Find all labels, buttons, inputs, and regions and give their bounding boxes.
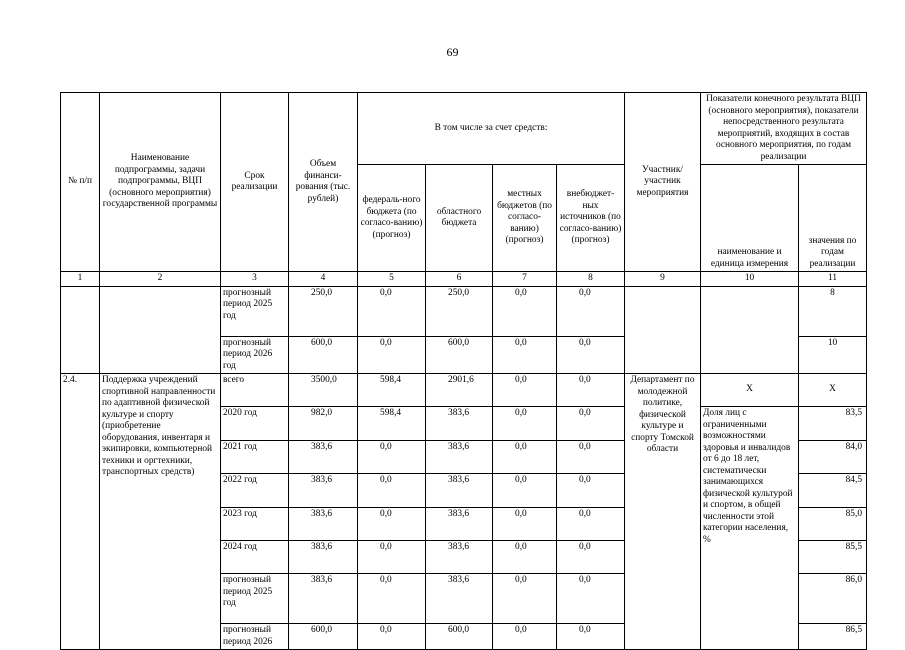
value-cell: 85,5 <box>799 541 867 574</box>
page-number: 69 <box>446 45 459 59</box>
regional-cell: 250,0 <box>426 286 493 336</box>
local-cell: 0,0 <box>493 624 557 650</box>
period-cell: прогнозный период 2025 год <box>221 574 289 624</box>
total-cell: 383,6 <box>289 541 358 574</box>
colnum: 2 <box>100 272 221 287</box>
colnum: 5 <box>358 272 426 287</box>
local-cell: 0,0 <box>493 508 557 541</box>
total-cell: 250,0 <box>289 286 358 336</box>
colnum: 6 <box>426 272 493 287</box>
period-cell: 2024 год <box>221 541 289 574</box>
colnum: 7 <box>493 272 557 287</box>
total-cell: 383,6 <box>289 474 358 508</box>
external-cell: 0,0 <box>557 336 625 374</box>
local-cell: 0,0 <box>493 441 557 474</box>
header-indicators: Показатели конечного результата ВЦП (основного мероприятия), показатели непосредственного результата мероприятий, входящих в состав основного мероприятия, по годам реализации <box>701 93 867 165</box>
header-num: № п/п <box>61 93 100 272</box>
total-cell: 383,6 <box>289 441 358 474</box>
external-cell: 0,0 <box>557 407 625 441</box>
regional-cell: 600,0 <box>426 624 493 650</box>
external-cell: 0,0 <box>557 286 625 336</box>
item-name: Поддержка учреждений спортивной направленности по адаптивной физической культуре и спорту (приобретение оборудования, инвентаря и экипировки, компьютерной техники и оргтехники, транспортных средств) <box>100 374 221 650</box>
value-cell: 86,5 <box>799 624 867 650</box>
header-federal: федераль-ного бюджета (по согласо-ванию) (прогноз) <box>358 165 426 272</box>
external-cell: 0,0 <box>557 441 625 474</box>
value-cell: 84,0 <box>799 441 867 474</box>
total-cell: 383,6 <box>289 574 358 624</box>
header-total: Объем финанси-рования (тыс. рублей) <box>289 93 358 272</box>
header-participant: Участник/ участник мероприятия <box>625 93 701 272</box>
total-cell: 383,6 <box>289 508 358 541</box>
period-cell: прогнозный период 2026 год <box>221 336 289 374</box>
local-cell: 0,0 <box>493 574 557 624</box>
total-cell: 3500,0 <box>289 374 358 407</box>
value-cell: Х <box>799 374 867 407</box>
header-name: Наименование подпрограммы, задачи подпрограммы, ВЦП (основного мероприятия) государственной программы <box>100 93 221 272</box>
colnum: 9 <box>625 272 701 287</box>
local-cell: 0,0 <box>493 541 557 574</box>
value-cell: 85,0 <box>799 508 867 541</box>
colnum: 3 <box>221 272 289 287</box>
local-cell: 0,0 <box>493 336 557 374</box>
program-table <box>60 92 867 650</box>
regional-cell: 383,6 <box>426 574 493 624</box>
period-cell: 2021 год <box>221 441 289 474</box>
federal-cell: 0,0 <box>358 336 426 374</box>
federal-cell: 598,4 <box>358 374 426 407</box>
regional-cell: 383,6 <box>426 541 493 574</box>
header-row-1 <box>61 93 867 165</box>
value-cell: 8 <box>799 286 867 336</box>
local-cell: 0,0 <box>493 374 557 407</box>
federal-cell: 0,0 <box>358 441 426 474</box>
federal-cell: 0,0 <box>358 574 426 624</box>
federal-cell: 0,0 <box>358 541 426 574</box>
total-cell: 982,0 <box>289 407 358 441</box>
value-cell: 83,5 <box>799 407 867 441</box>
period-cell: 2023 год <box>221 508 289 541</box>
total-cell: 600,0 <box>289 336 358 374</box>
value-cell: 86,0 <box>799 574 867 624</box>
table-row <box>61 374 867 407</box>
header-local: местных бюджетов (по согласо-ванию) (прогноз) <box>493 165 557 272</box>
item-indicator: Доля лиц с ограниченными возможностями здоровья и инвалидов от 6 до 18 лет, систематически занимающихся физической культурой и спортом, в общей численности этой категории населения, % <box>701 407 799 650</box>
local-cell: 0,0 <box>493 407 557 441</box>
regional-cell: 383,6 <box>426 441 493 474</box>
regional-cell: 383,6 <box>426 508 493 541</box>
period-cell: 2022 год <box>221 474 289 508</box>
regional-cell: 600,0 <box>426 336 493 374</box>
external-cell: 0,0 <box>557 508 625 541</box>
colnum: 4 <box>289 272 358 287</box>
item-number: 2.4. <box>61 374 100 650</box>
value-cell: 84,5 <box>799 474 867 508</box>
period-cell: прогнозный период 2026 <box>221 624 289 650</box>
regional-cell: 2901,6 <box>426 374 493 407</box>
external-cell: 0,0 <box>557 541 625 574</box>
value-cell: 10 <box>799 336 867 374</box>
external-cell: 0,0 <box>557 624 625 650</box>
total-cell: 600,0 <box>289 624 358 650</box>
local-cell: 0,0 <box>493 474 557 508</box>
period-cell: всего <box>221 374 289 407</box>
item-participant: Департамент по молодежной политике, физической культуре и спорту Томской области <box>625 374 701 650</box>
colnum: 10 <box>701 272 799 287</box>
header-regional: областного бюджета <box>426 165 493 272</box>
header-period: Срок реализации <box>221 93 289 272</box>
external-cell: 0,0 <box>557 574 625 624</box>
indicator-x: Х <box>701 374 799 407</box>
colnum: 11 <box>799 272 867 287</box>
federal-cell: 0,0 <box>358 286 426 336</box>
regional-cell: 383,6 <box>426 407 493 441</box>
header-indicator-name: наименование и единица измерения <box>701 165 799 272</box>
header-indicator-values: значения по годам реализации <box>799 165 867 272</box>
federal-cell: 0,0 <box>358 624 426 650</box>
name-cell <box>100 286 221 374</box>
participant-cell <box>625 286 701 374</box>
period-cell: 2020 год <box>221 407 289 441</box>
column-numbers-row <box>61 272 867 287</box>
federal-cell: 0,0 <box>358 474 426 508</box>
federal-cell: 0,0 <box>358 508 426 541</box>
colnum: 8 <box>557 272 625 287</box>
header-group: В том числе за счет средств: <box>358 93 625 165</box>
federal-cell: 598,4 <box>358 407 426 441</box>
local-cell: 0,0 <box>493 286 557 336</box>
num-cell <box>61 286 100 374</box>
regional-cell: 383,6 <box>426 474 493 508</box>
indicator-cell <box>701 286 799 374</box>
header-external: внебюджет-ных источников (по согласо-ванию) (прогноз) <box>557 165 625 272</box>
external-cell: 0,0 <box>557 474 625 508</box>
colnum: 1 <box>61 272 100 287</box>
period-cell: прогнозный период 2025 год <box>221 286 289 336</box>
external-cell: 0,0 <box>557 374 625 407</box>
table-row <box>61 286 867 336</box>
